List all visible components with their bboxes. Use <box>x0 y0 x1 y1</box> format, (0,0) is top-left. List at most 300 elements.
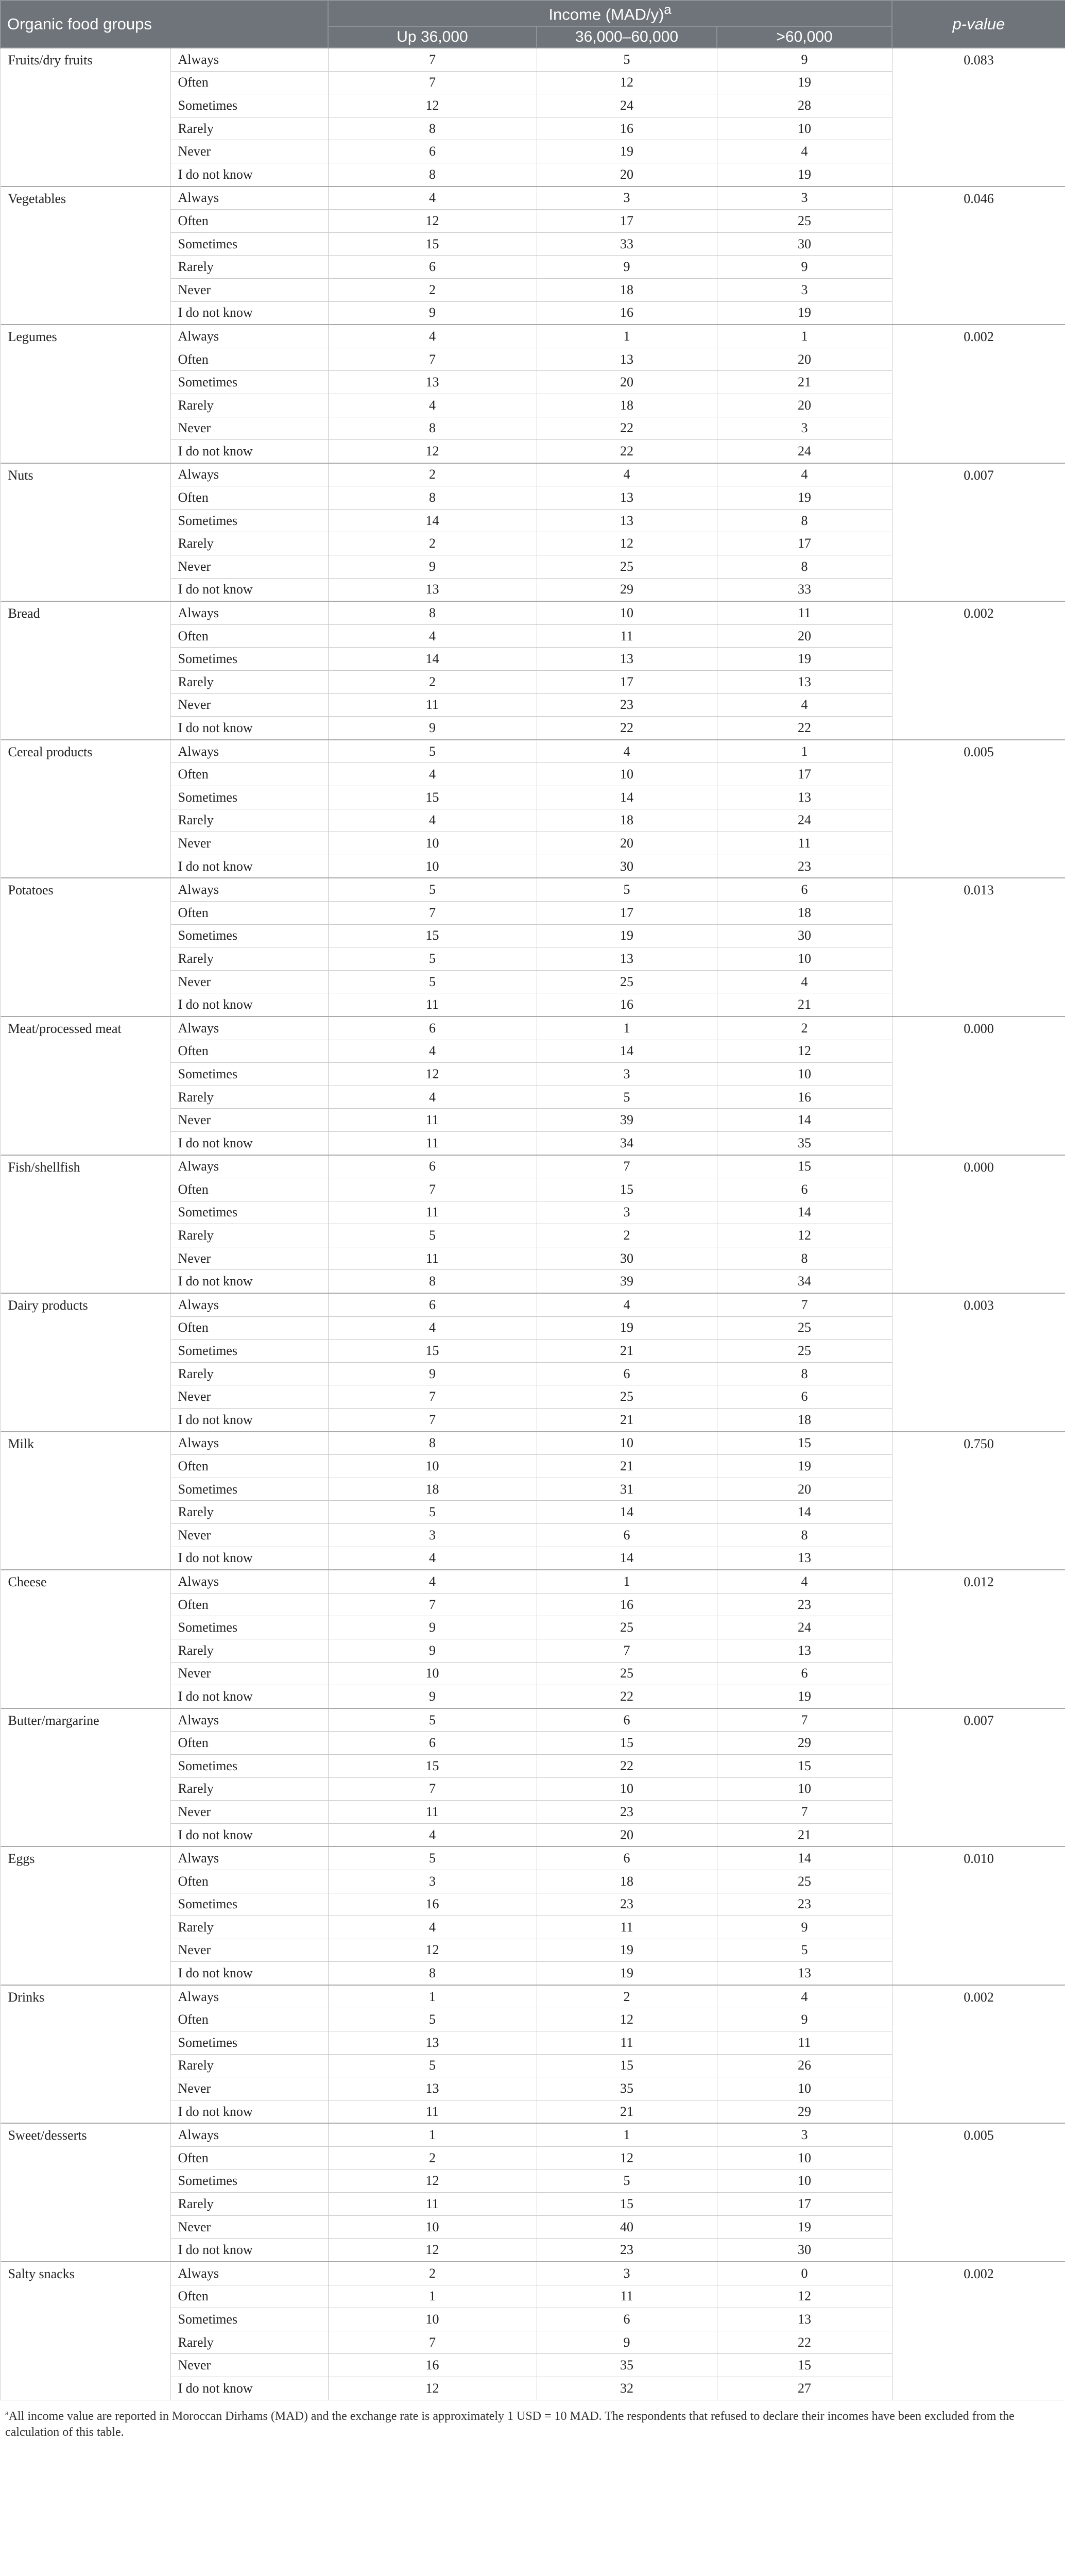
p-value-cell: 0.007 <box>892 1708 1065 1847</box>
frequency-label: Rarely <box>170 2054 328 2077</box>
count-cell: 4 <box>717 1570 892 1593</box>
frequency-label: I do not know <box>170 1823 328 1846</box>
p-value-cell: 0.002 <box>892 1985 1065 2124</box>
frequency-label: Always <box>170 325 328 348</box>
count-cell: 2 <box>328 671 537 694</box>
count-cell: 15 <box>717 2354 892 2377</box>
frequency-label: Always <box>170 1708 328 1732</box>
count-cell: 22 <box>537 1754 717 1777</box>
count-cell: 15 <box>537 1732 717 1755</box>
frequency-label: Always <box>170 1293 328 1316</box>
count-cell: 14 <box>537 1040 717 1063</box>
count-cell: 13 <box>328 578 537 601</box>
count-cell: 10 <box>537 1432 717 1455</box>
count-cell: 2 <box>328 2262 537 2285</box>
count-cell: 4 <box>328 1040 537 1063</box>
count-cell: 2 <box>537 1985 717 2008</box>
frequency-label: Sometimes <box>170 1340 328 1363</box>
count-cell: 10 <box>717 1777 892 1801</box>
count-cell: 15 <box>537 2193 717 2216</box>
count-cell: 7 <box>328 2331 537 2354</box>
count-cell: 12 <box>717 1040 892 1063</box>
count-cell: 1 <box>717 740 892 763</box>
frequency-label: Sometimes <box>170 371 328 394</box>
count-cell: 25 <box>537 1662 717 1685</box>
count-cell: 25 <box>717 1316 892 1340</box>
count-cell: 6 <box>537 1846 717 1870</box>
count-cell: 5 <box>328 1224 537 1247</box>
food-group-name: Fish/shellfish <box>1 1155 170 1294</box>
frequency-label: Always <box>170 2262 328 2285</box>
count-cell: 25 <box>537 1616 717 1639</box>
count-cell: 13 <box>328 2077 537 2100</box>
count-cell: 5 <box>537 1086 717 1109</box>
count-cell: 16 <box>537 117 717 140</box>
count-cell: 21 <box>717 1823 892 1846</box>
count-cell: 10 <box>328 2215 537 2239</box>
count-cell: 20 <box>717 394 892 417</box>
count-cell: 19 <box>717 648 892 671</box>
count-cell: 4 <box>717 463 892 486</box>
count-cell: 13 <box>717 786 892 809</box>
frequency-label: Sometimes <box>170 94 328 117</box>
frequency-label: Always <box>170 2123 328 2146</box>
count-cell: 7 <box>328 1178 537 1201</box>
frequency-label: Often <box>170 348 328 371</box>
count-cell: 23 <box>717 1593 892 1616</box>
count-cell: 9 <box>328 1639 537 1662</box>
count-cell: 30 <box>537 855 717 878</box>
count-cell: 5 <box>328 2054 537 2077</box>
count-cell: 22 <box>537 717 717 740</box>
count-cell: 5 <box>328 1501 537 1524</box>
frequency-label: Often <box>170 486 328 510</box>
frequency-label: Always <box>170 740 328 763</box>
count-cell: 30 <box>717 2239 892 2262</box>
count-cell: 19 <box>537 924 717 947</box>
header-income-note-marker: a <box>664 3 672 18</box>
frequency-label: Often <box>170 1040 328 1063</box>
count-cell: 10 <box>717 2147 892 2170</box>
count-cell: 17 <box>537 671 717 694</box>
frequency-label: Never <box>170 970 328 993</box>
table-row <box>1 2262 1065 2285</box>
count-cell: 39 <box>537 1270 717 1293</box>
frequency-label: I do not know <box>170 301 328 325</box>
count-cell: 25 <box>537 1385 717 1409</box>
frequency-label: Often <box>170 2147 328 2170</box>
count-cell: 15 <box>328 1754 537 1777</box>
count-cell: 14 <box>537 1547 717 1570</box>
count-cell: 22 <box>537 440 717 463</box>
count-cell: 29 <box>537 578 717 601</box>
count-cell: 11 <box>537 2285 717 2308</box>
frequency-label: Sometimes <box>170 1478 328 1501</box>
count-cell: 5 <box>328 2008 537 2031</box>
frequency-label: Never <box>170 278 328 301</box>
count-cell: 17 <box>717 763 892 786</box>
header-income <box>328 1 892 26</box>
count-cell: 4 <box>328 1316 537 1340</box>
p-value-cell: 0.002 <box>892 601 1065 740</box>
count-cell: 12 <box>537 2147 717 2170</box>
frequency-label: Rarely <box>170 1501 328 1524</box>
frequency-label: Rarely <box>170 947 328 971</box>
count-cell: 6 <box>537 1708 717 1732</box>
count-cell: 6 <box>328 1732 537 1755</box>
p-value-cell: 0.013 <box>892 878 1065 1016</box>
count-cell: 10 <box>328 2308 537 2331</box>
frequency-label: Never <box>170 555 328 579</box>
count-cell: 10 <box>717 1063 892 1086</box>
count-cell: 30 <box>537 1247 717 1270</box>
table-row <box>1 463 1065 486</box>
count-cell: 9 <box>328 1616 537 1639</box>
count-cell: 6 <box>717 1178 892 1201</box>
count-cell: 12 <box>537 532 717 555</box>
count-cell: 11 <box>537 624 717 648</box>
count-cell: 15 <box>717 1754 892 1777</box>
count-cell: 14 <box>717 1109 892 1132</box>
count-cell: 10 <box>328 1662 537 1685</box>
count-cell: 4 <box>328 1916 537 1939</box>
count-cell: 13 <box>717 1639 892 1662</box>
count-cell: 33 <box>537 232 717 256</box>
food-group-name: Fruits/dry fruits <box>1 48 170 187</box>
count-cell: 19 <box>717 2215 892 2239</box>
count-cell: 1 <box>537 1570 717 1593</box>
food-group-name: Vegetables <box>1 187 170 325</box>
count-cell: 8 <box>328 1270 537 1293</box>
frequency-label: Never <box>170 1109 328 1132</box>
count-cell: 25 <box>537 970 717 993</box>
frequency-label: I do not know <box>170 2377 328 2400</box>
count-cell: 6 <box>328 1016 537 1040</box>
frequency-label: Never <box>170 140 328 163</box>
frequency-label: Sometimes <box>170 1893 328 1916</box>
count-cell: 4 <box>328 187 537 210</box>
count-cell: 4 <box>328 1547 537 1570</box>
count-cell: 14 <box>717 1501 892 1524</box>
count-cell: 7 <box>328 71 537 94</box>
count-cell: 24 <box>537 94 717 117</box>
food-group-name: Sweet/desserts <box>1 2123 170 2262</box>
count-cell: 5 <box>328 878 537 901</box>
count-cell: 24 <box>717 1616 892 1639</box>
frequency-label: I do not know <box>170 993 328 1016</box>
count-cell: 20 <box>537 832 717 855</box>
count-cell: 6 <box>717 1385 892 1409</box>
frequency-label: Often <box>170 624 328 648</box>
frequency-label: I do not know <box>170 1131 328 1155</box>
frequency-label: Sometimes <box>170 1063 328 1086</box>
count-cell: 19 <box>537 1316 717 1340</box>
count-cell: 7 <box>717 1801 892 1824</box>
frequency-label: Sometimes <box>170 786 328 809</box>
frequency-label: I do not know <box>170 578 328 601</box>
count-cell: 11 <box>328 2100 537 2123</box>
frequency-label: Often <box>170 2008 328 2031</box>
count-cell: 2 <box>537 1224 717 1247</box>
count-cell: 7 <box>537 1155 717 1178</box>
count-cell: 13 <box>717 671 892 694</box>
table-row <box>1 1570 1065 1593</box>
count-cell: 8 <box>328 1432 537 1455</box>
count-cell: 4 <box>328 809 537 832</box>
p-value-cell: 0.005 <box>892 2123 1065 2262</box>
count-cell: 29 <box>717 2100 892 2123</box>
frequency-label: I do not know <box>170 163 328 186</box>
count-cell: 29 <box>717 1732 892 1755</box>
count-cell: 8 <box>717 555 892 579</box>
count-cell: 12 <box>328 2377 537 2400</box>
count-cell: 6 <box>717 1662 892 1685</box>
count-cell: 9 <box>328 555 537 579</box>
frequency-label: Never <box>170 2215 328 2239</box>
frequency-label: Never <box>170 1939 328 1962</box>
p-value-cell: 0.750 <box>892 1432 1065 1570</box>
food-group-name: Dairy products <box>1 1293 170 1432</box>
count-cell: 11 <box>328 1131 537 1155</box>
count-cell: 14 <box>717 1201 892 1224</box>
count-cell: 21 <box>537 1409 717 1432</box>
count-cell: 8 <box>717 1524 892 1547</box>
count-cell: 18 <box>537 809 717 832</box>
count-cell: 19 <box>537 1939 717 1962</box>
count-cell: 5 <box>328 970 537 993</box>
count-cell: 11 <box>328 2193 537 2216</box>
count-cell: 1 <box>537 325 717 348</box>
count-cell: 21 <box>717 993 892 1016</box>
table-row <box>1 48 1065 71</box>
table-row <box>1 1708 1065 1732</box>
count-cell: 22 <box>537 417 717 440</box>
count-cell: 3 <box>717 187 892 210</box>
count-cell: 2 <box>328 2147 537 2170</box>
count-cell: 35 <box>537 2077 717 2100</box>
count-cell: 3 <box>537 187 717 210</box>
count-cell: 18 <box>717 901 892 924</box>
count-cell: 4 <box>717 970 892 993</box>
count-cell: 12 <box>328 2239 537 2262</box>
count-cell: 27 <box>717 2377 892 2400</box>
count-cell: 35 <box>717 1131 892 1155</box>
count-cell: 25 <box>717 210 892 233</box>
count-cell: 7 <box>328 48 537 71</box>
count-cell: 9 <box>328 301 537 325</box>
count-cell: 20 <box>537 163 717 186</box>
count-cell: 9 <box>537 256 717 279</box>
frequency-label: Always <box>170 1985 328 2008</box>
frequency-label: I do not know <box>170 717 328 740</box>
frequency-label: Often <box>170 1178 328 1201</box>
count-cell: 6 <box>328 1155 537 1178</box>
frequency-label: Sometimes <box>170 2031 328 2055</box>
count-cell: 4 <box>328 1086 537 1109</box>
food-group-name: Milk <box>1 1432 170 1570</box>
table-row <box>1 1985 1065 2008</box>
p-value-cell: 0.002 <box>892 325 1065 463</box>
count-cell: 13 <box>717 1962 892 1985</box>
count-cell: 16 <box>537 301 717 325</box>
frequency-label: Rarely <box>170 1916 328 1939</box>
count-cell: 3 <box>328 1870 537 1893</box>
count-cell: 9 <box>717 1916 892 1939</box>
count-cell: 13 <box>537 509 717 532</box>
count-cell: 9 <box>328 1685 537 1708</box>
table-header <box>1 1 1065 48</box>
header-income-label: Income (MAD/y) <box>548 5 664 24</box>
count-cell: 9 <box>717 2008 892 2031</box>
count-cell: 5 <box>537 48 717 71</box>
count-cell: 4 <box>537 463 717 486</box>
header-income-low: Up 36,000 <box>328 26 537 48</box>
p-value-cell: 0.005 <box>892 740 1065 878</box>
count-cell: 7 <box>328 1409 537 1432</box>
frequency-label: Always <box>170 1570 328 1593</box>
count-cell: 11 <box>537 2031 717 2055</box>
count-cell: 7 <box>328 348 537 371</box>
count-cell: 4 <box>717 140 892 163</box>
frequency-label: Rarely <box>170 2331 328 2354</box>
food-group-name: Drinks <box>1 1985 170 2124</box>
frequency-label: I do not know <box>170 440 328 463</box>
count-cell: 7 <box>717 1293 892 1316</box>
count-cell: 23 <box>717 1893 892 1916</box>
count-cell: 20 <box>717 348 892 371</box>
count-cell: 4 <box>328 763 537 786</box>
count-cell: 8 <box>328 163 537 186</box>
frequency-label: Always <box>170 601 328 624</box>
count-cell: 19 <box>537 1962 717 1985</box>
count-cell: 4 <box>328 394 537 417</box>
count-cell: 11 <box>328 993 537 1016</box>
frequency-label: Sometimes <box>170 1616 328 1639</box>
count-cell: 10 <box>537 763 717 786</box>
frequency-label: Never <box>170 417 328 440</box>
count-cell: 8 <box>328 1962 537 1985</box>
count-cell: 5 <box>328 947 537 971</box>
count-cell: 5 <box>537 878 717 901</box>
count-cell: 8 <box>717 1362 892 1385</box>
count-cell: 9 <box>328 1362 537 1385</box>
frequency-label: Rarely <box>170 671 328 694</box>
count-cell: 16 <box>537 993 717 1016</box>
p-value-cell: 0.010 <box>892 1846 1065 1985</box>
frequency-label: Often <box>170 901 328 924</box>
frequency-label: I do not know <box>170 1270 328 1293</box>
frequency-label: Always <box>170 463 328 486</box>
count-cell: 11 <box>328 1247 537 1270</box>
count-cell: 14 <box>537 1501 717 1524</box>
count-cell: 13 <box>717 2308 892 2331</box>
count-cell: 26 <box>717 2054 892 2077</box>
count-cell: 30 <box>717 232 892 256</box>
frequency-label: Often <box>170 1316 328 1340</box>
count-cell: 18 <box>537 278 717 301</box>
count-cell: 6 <box>328 256 537 279</box>
frequency-label: Rarely <box>170 1639 328 1662</box>
frequency-label: Rarely <box>170 1362 328 1385</box>
food-group-name: Meat/processed meat <box>1 1016 170 1155</box>
count-cell: 3 <box>717 2123 892 2146</box>
count-cell: 4 <box>328 624 537 648</box>
count-cell: 1 <box>328 2285 537 2308</box>
count-cell: 1 <box>717 325 892 348</box>
frequency-label: I do not know <box>170 1409 328 1432</box>
count-cell: 11 <box>328 1109 537 1132</box>
count-cell: 4 <box>328 325 537 348</box>
count-cell: 14 <box>328 509 537 532</box>
count-cell: 13 <box>537 486 717 510</box>
count-cell: 31 <box>537 1478 717 1501</box>
count-cell: 13 <box>537 947 717 971</box>
count-cell: 40 <box>537 2215 717 2239</box>
table-row <box>1 878 1065 901</box>
p-value-cell: 0.003 <box>892 1293 1065 1432</box>
count-cell: 5 <box>328 1708 537 1732</box>
count-cell: 12 <box>537 71 717 94</box>
count-cell: 3 <box>328 1524 537 1547</box>
frequency-label: Rarely <box>170 117 328 140</box>
table-row <box>1 1016 1065 1040</box>
frequency-label: Rarely <box>170 394 328 417</box>
frequency-label: I do not know <box>170 1962 328 1985</box>
frequency-label: Rarely <box>170 1224 328 1247</box>
count-cell: 9 <box>328 717 537 740</box>
count-cell: 16 <box>328 2354 537 2377</box>
count-cell: 20 <box>717 1478 892 1501</box>
count-cell: 34 <box>537 1131 717 1155</box>
count-cell: 15 <box>537 2054 717 2077</box>
count-cell: 8 <box>717 1247 892 1270</box>
count-cell: 10 <box>328 832 537 855</box>
frequency-label: Sometimes <box>170 1201 328 1224</box>
count-cell: 12 <box>717 2285 892 2308</box>
table-row <box>1 2123 1065 2146</box>
count-cell: 14 <box>717 1846 892 1870</box>
count-cell: 32 <box>537 2377 717 2400</box>
count-cell: 11 <box>717 2031 892 2055</box>
frequency-label: Never <box>170 1247 328 1270</box>
count-cell: 16 <box>328 1893 537 1916</box>
table-row <box>1 187 1065 210</box>
count-cell: 11 <box>537 1916 717 1939</box>
count-cell: 15 <box>328 232 537 256</box>
count-cell: 23 <box>537 2239 717 2262</box>
frequency-label: Often <box>170 2285 328 2308</box>
frequency-label: Rarely <box>170 809 328 832</box>
count-cell: 10 <box>328 1455 537 1478</box>
count-cell: 25 <box>537 555 717 579</box>
count-cell: 24 <box>717 440 892 463</box>
count-cell: 7 <box>537 1639 717 1662</box>
header-p-value: p-value <box>892 1 1065 48</box>
count-cell: 4 <box>537 740 717 763</box>
table-row <box>1 601 1065 624</box>
frequency-label: Always <box>170 878 328 901</box>
count-cell: 24 <box>717 809 892 832</box>
count-cell: 19 <box>537 140 717 163</box>
count-cell: 21 <box>537 1340 717 1363</box>
frequency-label: Often <box>170 210 328 233</box>
frequency-label: Never <box>170 1524 328 1547</box>
frequency-label: Never <box>170 832 328 855</box>
frequency-label: Often <box>170 1455 328 1478</box>
p-value-cell: 0.000 <box>892 1155 1065 1294</box>
count-cell: 13 <box>537 648 717 671</box>
footnote-text: All income value are reported in Moroccan Dirhams (MAD) and the exchange rate is approximately 1 USD = 10 MAD. The respondents that refused to declare their incomes have been excluded from the calculation of this table. <box>5 2409 1015 2439</box>
